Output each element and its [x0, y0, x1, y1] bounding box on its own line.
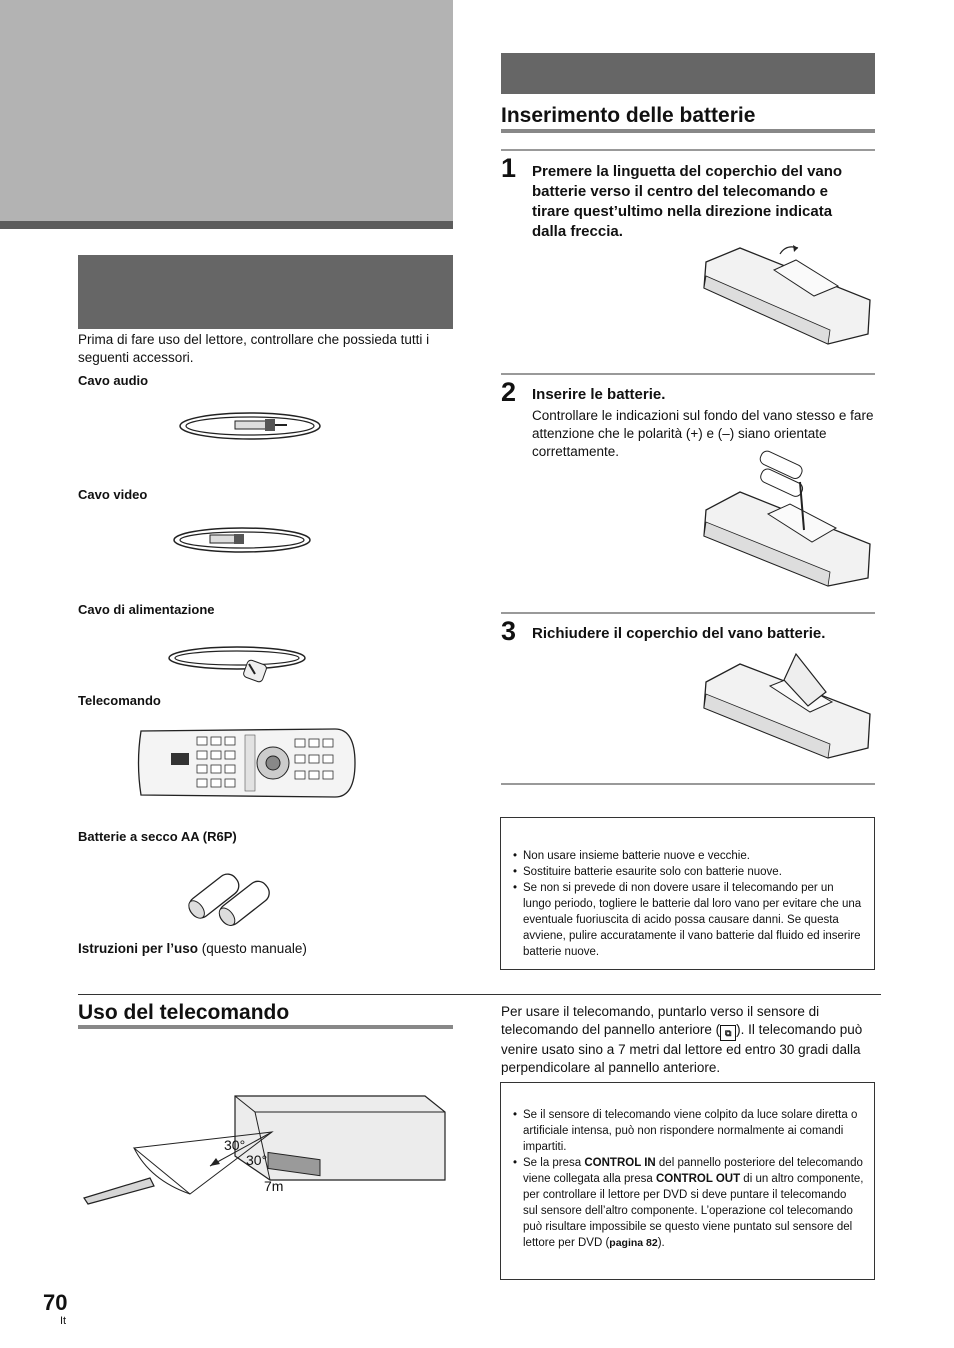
step2-divider — [501, 373, 875, 375]
section-band-right — [501, 53, 875, 94]
control-out-label: CONTROL OUT — [655, 1173, 741, 1185]
section-divider — [78, 994, 881, 995]
remote-use-heading-rule — [78, 1025, 453, 1029]
battery-note: • Non usare insieme batterie nuove e vecchie. — [513, 848, 864, 864]
remote-note2-text: di un altro componente, per controllare il lettore per DVD si deve puntare il telecomando sul sensore dell’altro componente. L’operazione col telecomando può risultare impossibile se questo viene puntato sul sensore del lettore per DVD ( — [523, 1173, 864, 1249]
step1-title: Premere la linguetta del coperchio del vano batterie verso il centro del telecomando e tirare quest’ultimo nella direzione indicata dalla freccia. — [532, 163, 843, 240]
step3-number: 3 — [501, 616, 517, 646]
video-cable-illustration — [170, 522, 315, 558]
remote-use-text — [501, 1003, 873, 1077]
accessory-batteries-label: Batterie a secco AA (R6P) — [78, 829, 237, 844]
step2-text: Controllare le indicazioni sul fondo del vano stesso e fare attenzione che le polarità (+) e (–) siano orientate correttamente. — [532, 408, 874, 459]
audio-cable-illustration — [175, 405, 325, 445]
page-reference: pagina 82 — [609, 1237, 658, 1249]
battery-notes-list — [501, 848, 864, 960]
accessory-audio-cable-label: Cavo audio — [78, 373, 149, 388]
batteries-illustration — [183, 860, 288, 925]
steps-end-divider — [501, 783, 875, 785]
step1-illustration — [700, 244, 875, 349]
remote-note2-text: del pannello posteriore del telecomando viene collegata alla presa — [523, 1157, 863, 1185]
remote-notes-list — [501, 1107, 864, 1251]
remote-use-heading: Uso del telecomando — [78, 1001, 290, 1024]
step3-illustration — [700, 650, 875, 762]
step3-divider — [501, 612, 875, 614]
remote-note — [513, 1155, 864, 1251]
step2-number: 2 — [501, 377, 517, 407]
page-number: 70 — [43, 1290, 68, 1315]
step2-illustration — [700, 452, 875, 590]
step3-title: Richiudere il coperchio del vano batterie. — [532, 625, 826, 642]
control-in-label: CONTROL IN — [584, 1157, 656, 1169]
step1-number: 1 — [501, 153, 517, 183]
distance-label: 7m — [264, 1178, 284, 1194]
battery-notes-box — [500, 817, 875, 970]
accessory-video-cable-label: Cavo video — [78, 487, 148, 502]
remote-note2-text: Se la presa — [523, 1157, 585, 1169]
accessories-intro: Prima di fare uso del lettore, controllare che possieda tutti i seguenti accessori. — [78, 332, 430, 365]
power-cable-illustration — [165, 642, 310, 687]
header-grey-block — [0, 0, 453, 222]
battery-note: • Sostituire batterie esaurite solo con batterie nuove. — [513, 864, 864, 880]
angle-label-left: 30° — [224, 1137, 246, 1153]
accessory-power-cable-label: Cavo di alimentazione — [78, 602, 215, 617]
accessory-manual-label: Istruzioni per l’uso — [78, 941, 199, 956]
step1-divider — [501, 149, 875, 151]
remote-note: • Se il sensore di telecomando viene colpito da luce solare diretta o artificiale intensa, può non rispondere normalmente ai comandi impartiti. — [513, 1107, 864, 1155]
remote-note2-text: ). — [657, 1237, 665, 1249]
remote-use-text-part2: ). Il telecomando può venire usato sino a 7 metri dal lettore ed entro 30 gradi dalla perpendicolare al pannello anteriore. — [501, 1022, 863, 1075]
remote-notes-box — [500, 1082, 875, 1280]
accessory-manual — [78, 940, 307, 958]
remote-illustration — [135, 727, 357, 799]
section-band-accessories — [78, 255, 453, 329]
battery-note: • Se non si prevede di non dovere usare il telecomando per un lungo periodo, togliere le batterie dal loro vano per evitare che una eventuale fuoriuscita di acido possa causare danni. Se questa avviene, pulire accuratamente il vano batterie dal fluido ed inserire batterie nuove. — [513, 880, 864, 960]
remote-use-text-part1: Per usare il telecomando, puntarlo verso il sensore di telecomando del pannello anteriore ( — [501, 1004, 820, 1037]
accessory-remote-label: Telecomando — [78, 693, 161, 708]
batteries-heading: Inserimento delle batterie — [501, 104, 756, 127]
page-language: It — [60, 1315, 67, 1327]
accessory-manual-note: (questo manuale) — [198, 941, 307, 956]
remote-sensor-icon: ⧉ — [720, 1025, 736, 1041]
header-grey-bar — [0, 221, 453, 229]
step2-title: Inserire le batterie. — [532, 386, 666, 403]
angle-label-right: 30° — [246, 1152, 268, 1168]
batteries-heading-rule — [501, 129, 875, 133]
